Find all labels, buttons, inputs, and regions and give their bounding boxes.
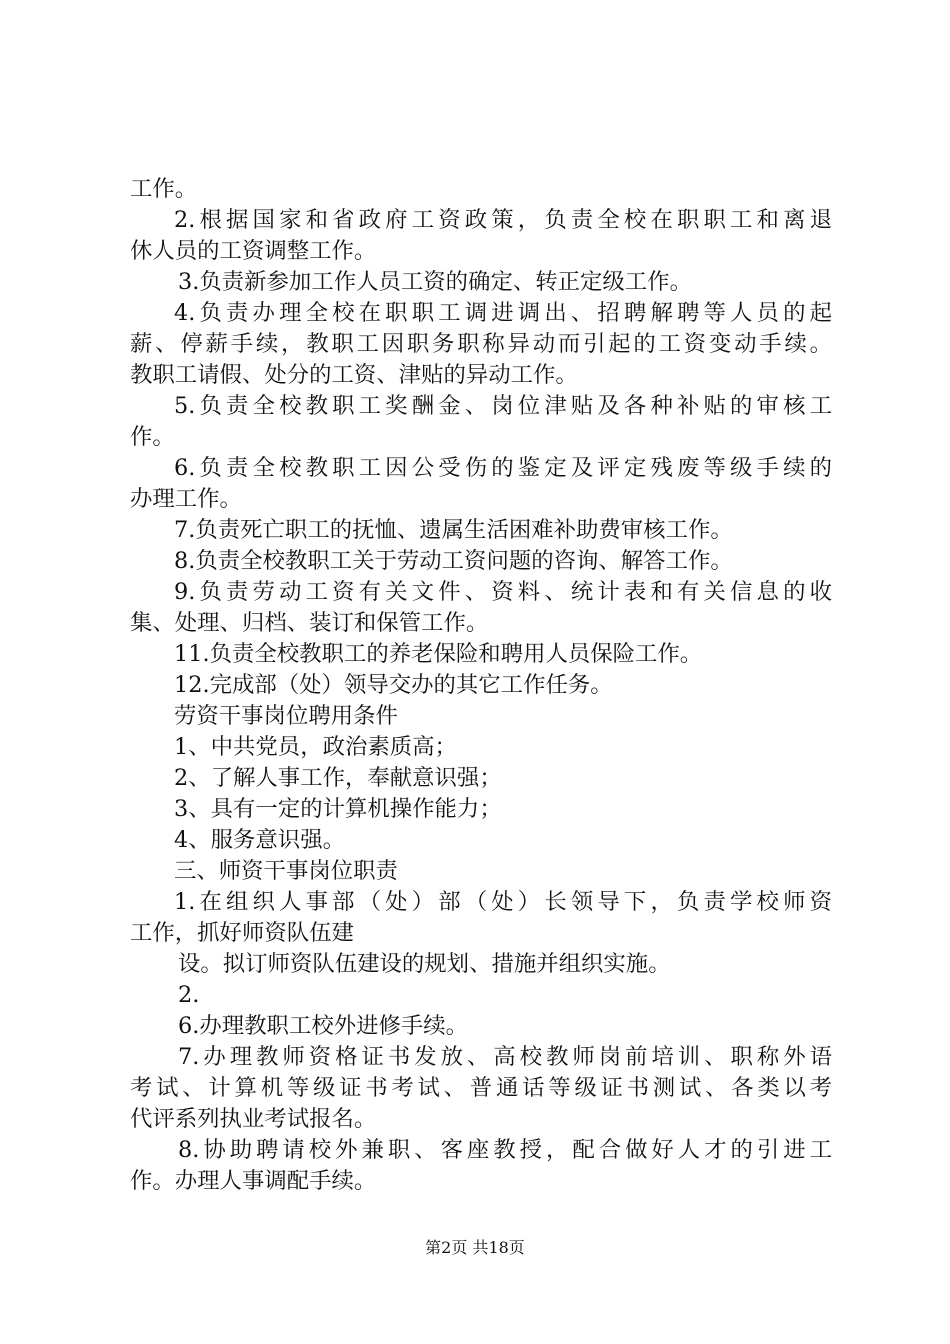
text-line: 作。办理人事调配手续。 xyxy=(130,1168,377,1194)
text-line: 7.负责死亡职工的抚恤、遗属生活困难补助费审核工作。 xyxy=(174,517,733,543)
text-line: 工作。 xyxy=(130,176,198,202)
text-line: 薪、停薪手续，教职工因职务职称异动而引起的工资变动手续。 xyxy=(130,331,832,357)
text-line: 劳资干事岗位聘用条件 xyxy=(174,703,398,729)
text-line: 7.办理教师资格证书发放、高校教师岗前培训、职称外语 xyxy=(178,1044,832,1070)
text-line: 9.负责劳动工资有关文件、资料、统计表和有关信息的收 xyxy=(174,579,832,605)
text-line: 1.在组织人事部（处）部（处）长领导下，负责学校师资 xyxy=(174,889,832,915)
text-line: 教职工请假、处分的工资、津贴的异动工作。 xyxy=(130,362,578,388)
text-line: 8.协助聘请校外兼职、客座教授，配合做好人才的引进工 xyxy=(178,1137,832,1163)
text-line: 6.负责全校教职工因公受伤的鉴定及评定残废等级手续的 xyxy=(174,455,832,481)
text-line: 1、中共党员，政治素质高； xyxy=(174,734,457,760)
text-line: 2. xyxy=(178,982,200,1008)
text-line: 3.负责新参加工作人员工资的确定、转正定级工作。 xyxy=(178,269,692,295)
text-line: 4.负责办理全校在职职工调进调出、招聘解聘等人员的起 xyxy=(174,300,832,326)
text-line: 设。拟订师资队伍建设的规划、措施并组织实施。 xyxy=(178,951,671,977)
text-line: 作。 xyxy=(130,424,175,450)
text-line: 代评系列执业考试报名。 xyxy=(130,1106,377,1132)
text-line: 2、了解人事工作，奉献意识强； xyxy=(174,765,502,791)
text-line: 工作，抓好师资队伍建 xyxy=(130,920,354,946)
text-line: 4、服务意识强。 xyxy=(174,827,345,853)
text-line: 休人员的工资调整工作。 xyxy=(130,238,377,264)
document-body xyxy=(130,174,832,1197)
text-line: 8.负责全校教职工关于劳动工资问题的咨询、解答工作。 xyxy=(174,548,733,574)
text-line: 5.负责全校教职工奖酬金、岗位津贴及各种补贴的审核工 xyxy=(174,393,832,419)
text-line: 考试、计算机等级证书考试、普通话等级证书测试、各类以考 xyxy=(130,1075,832,1101)
text-line: 11.负责全校教职工的养老保险和聘用人员保险工作。 xyxy=(174,641,703,667)
text-line: 办理工作。 xyxy=(130,486,242,512)
text-line: 3、具有一定的计算机操作能力； xyxy=(174,796,502,822)
text-line: 6.办理教职工校外进修手续。 xyxy=(178,1013,469,1039)
text-line: 集、处理、归档、装订和保管工作。 xyxy=(130,610,489,636)
text-line: 12.完成部（处）领导交办的其它工作任务。 xyxy=(174,672,613,698)
text-line: 三、师资干事岗位职责 xyxy=(174,858,398,884)
text-line: 2.根据国家和省政府工资政策，负责全校在职职工和离退 xyxy=(174,207,832,233)
page-footer: 第2页 共18页 xyxy=(425,1238,525,1257)
